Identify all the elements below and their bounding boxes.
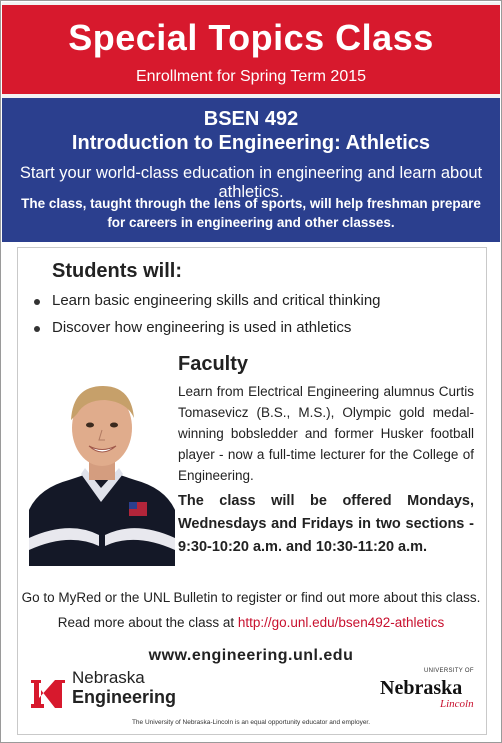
students-heading: Students will: [52, 260, 182, 282]
list-item [32, 318, 381, 345]
read-more-line [0, 615, 502, 630]
unl-logo-campus: Lincoln [440, 698, 474, 710]
page-title: Special Topics Class [68, 17, 434, 58]
course-tagline: Start your world-class education in engineering and learn about athletics. [19, 164, 483, 201]
course-banner [2, 94, 500, 242]
course-name: Introduction to Engineering: Athletics [71, 132, 431, 154]
read-more-prefix: Read more about the class at [57, 615, 238, 630]
register-instructions: Go to MyRed or the UNL Bulletin to register or find out more about this class. [21, 590, 481, 605]
nebraska-engineering-logo-line1: Nebraska [72, 668, 145, 687]
faculty-heading: Faculty [178, 353, 249, 375]
unl-logo-university: UNIVERSITY OF [424, 668, 474, 674]
faculty-bio: Learn from Electrical Engineering alumnus Curtis Tomasevicz (B.S., M.S.), Olympic gold medal-winning bobsledder and former Husker football player - now a full-time lecturer for the College of Engineering. [178, 384, 474, 483]
list-item-text: Discover how engineering is used in athletics [52, 319, 352, 336]
page-subtitle: Enrollment for Spring Term 2015 [135, 68, 367, 85]
list-item-text: Learn basic engineering skills and critical thinking [52, 292, 381, 309]
list-item [32, 291, 381, 318]
bullet-icon [34, 299, 40, 305]
equal-opportunity-statement: The University of Nebraska-Lincoln is an equal opportunity educator and employer. [131, 719, 371, 726]
faculty-photo [29, 370, 175, 566]
bullet-icon [34, 326, 40, 332]
course-code: BSEN 492 [203, 108, 299, 130]
nebraska-n-logo-icon [29, 674, 67, 712]
website-url[interactable]: www.engineering.unl.edu [148, 647, 354, 664]
class-schedule: The class will be offered Mondays, Wednesdays and Fridays in two sections - 9:30-10:20 a.m. and 10:30-11:20 a.m. [178, 493, 474, 555]
students-list [32, 291, 381, 345]
faculty-portrait-image [29, 370, 175, 566]
course-description: The class, taught through the lens of sports, will help freshman prepare for careers in engineering and other classes. [21, 196, 481, 230]
header-banner [2, 2, 500, 94]
nebraska-engineering-logo-line2: Engineering [72, 687, 177, 707]
class-link[interactable]: http://go.unl.edu/bsen492-athletics [237, 615, 445, 630]
unl-logo-name: Nebraska [380, 677, 463, 699]
